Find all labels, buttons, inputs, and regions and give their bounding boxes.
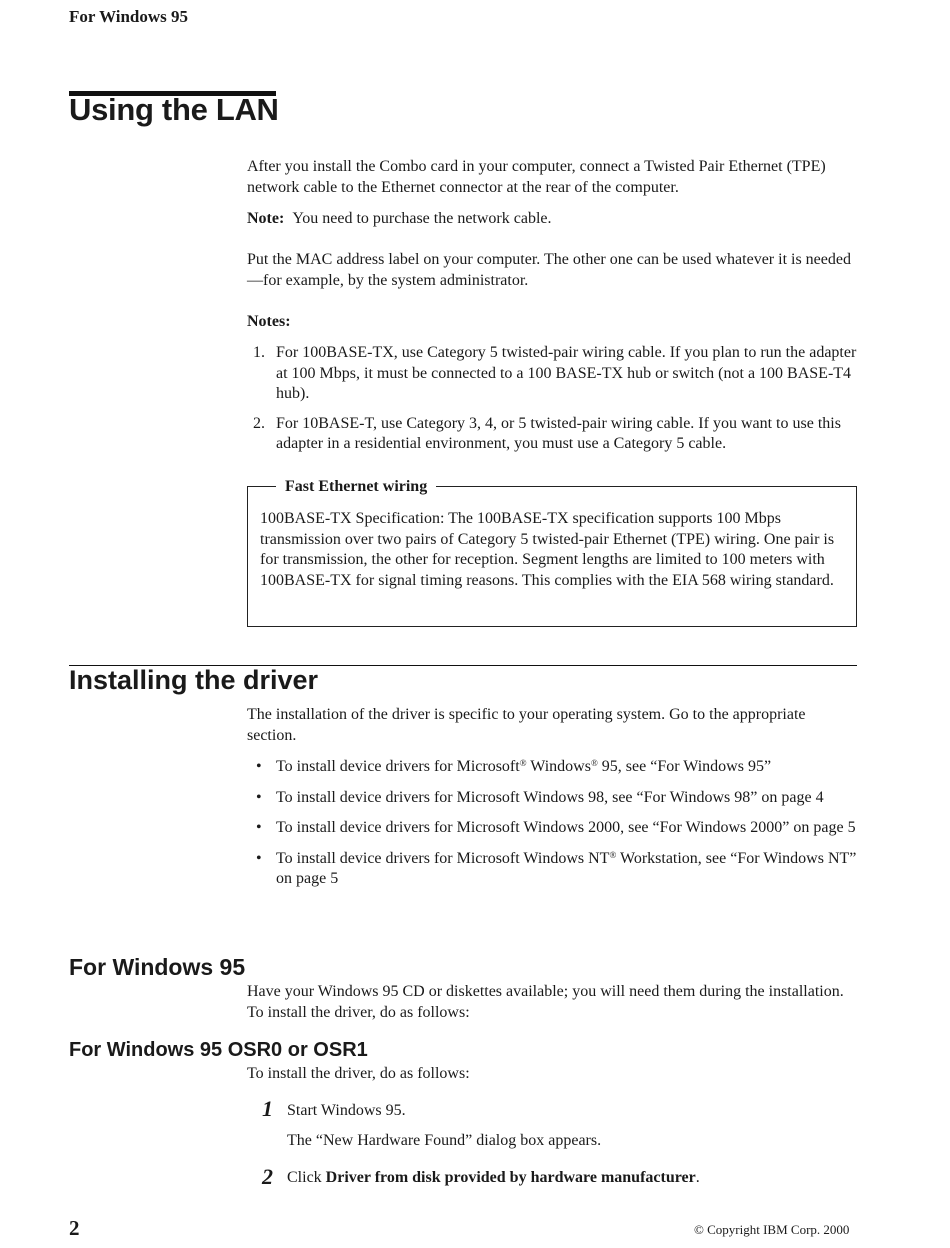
list-item [247, 849, 857, 890]
list-item [247, 818, 857, 839]
list-item [247, 757, 857, 778]
driver-bullets-container [247, 757, 857, 900]
note-text: You need to purchase the network cable. [292, 210, 552, 227]
registered-mark: ® [519, 758, 527, 768]
bullet-icon: • [256, 849, 262, 867]
bullet-icon: • [256, 819, 262, 836]
step-number: 2 [262, 1164, 273, 1189]
lan-intro-paragraph: After you install the Combo card in your computer, connect a Twisted Pair Ethernet (TPE) network cable to the Ethernet connector at the rear of the computer. [247, 158, 826, 196]
osr-intro: To install the driver, do as follows: [247, 1065, 470, 1082]
step-text: Click Driver from disk provided by hardware manufacturer. [287, 1169, 700, 1186]
copyright-notice: © Copyright IBM Corp. 2000 [694, 1222, 850, 1237]
running-head: For Windows 95 [69, 7, 189, 26]
step-text: Start Windows 95. [287, 1102, 406, 1119]
registered-mark: ® [609, 849, 617, 860]
note [247, 209, 857, 230]
step-number: 1 [262, 1096, 273, 1121]
notes-list [247, 343, 857, 455]
driver-intro-paragraph: The installation of the driver is specific to your operating system. Go to the appropriate section. [247, 706, 806, 744]
fast-ethernet-box [247, 478, 857, 627]
list-item-text: To install device drivers for Microsoft Windows 98, see “For Windows 98” on page 4 [276, 788, 824, 806]
list-item-text: To install device drivers for Microsoft Windows NT® Workstation, see “For Windows NT” on page 5 [276, 849, 857, 887]
mac-address-paragraph: Put the MAC address label on your computer. The other one can be used whatever it is needed—for example, by the system administrator. [247, 251, 851, 289]
bullet-icon: • [256, 758, 262, 775]
box-text: 100BASE-TX Specification: The 100BASE-TX specification supports 100 Mbps transmission over two pairs of Category 5 twisted-pair Ethernet (TPE) wiring. One pair is for transmission, the other for reception. Segment lengths are limited to 100 meters with 100BASE-TX for signal timing reasons. This complies with the EIA 568 wiring standard. [260, 510, 835, 589]
section-title-using-lan: Using the LAN [69, 92, 279, 127]
box-title: Fast Ethernet wiring [276, 477, 436, 497]
section-title-installing-driver: Installing the driver [69, 665, 319, 695]
section-title-osr: For Windows 95 OSR0 or OSR1 [69, 1039, 368, 1061]
list-item-text: To install device drivers for Microsoft Windows 2000, see “For Windows 2000” on page 5 [276, 819, 856, 836]
driver-bullet-list [247, 757, 857, 890]
note-label: Note: [247, 210, 285, 227]
list-number: 1. [253, 344, 265, 361]
bullet-icon: • [256, 788, 262, 806]
list-number: 2. [253, 414, 265, 432]
list-item-text: For 10BASE-T, use Category 3, 4, or 5 twisted-pair wiring cable. If you want to use this adapter in a residential environment, you must use a Category 5 cable. [276, 414, 841, 452]
list-item-text: To install device drivers for Microsoft® Windows® 95, see “For Windows 95” [276, 758, 772, 775]
windows-95-paragraph: Have your Windows 95 CD or diskettes available; you will need them during the installation. To install the driver, do as follows: [247, 983, 844, 1021]
notes-label: Notes: [247, 313, 291, 330]
section-title-windows-95: For Windows 95 [69, 954, 246, 980]
page-number: 2 [69, 1216, 80, 1240]
list-item [247, 343, 857, 405]
registered-mark: ® [590, 758, 598, 768]
step-result-text: The “New Hardware Found” dialog box appears. [287, 1132, 602, 1149]
notes-list-container [247, 343, 857, 464]
list-item [247, 788, 857, 809]
list-item [247, 414, 857, 455]
list-item-text: For 100BASE-TX, use Category 5 twisted-pair wiring cable. If you plan to run the adapter at 100 Mbps, it must be connected to a 100 BASE-TX hub or switch (not a 100 BASE-T4 hub). [276, 344, 857, 402]
ui-option-label: Driver from disk provided by hardware manufacturer [325, 1169, 696, 1186]
